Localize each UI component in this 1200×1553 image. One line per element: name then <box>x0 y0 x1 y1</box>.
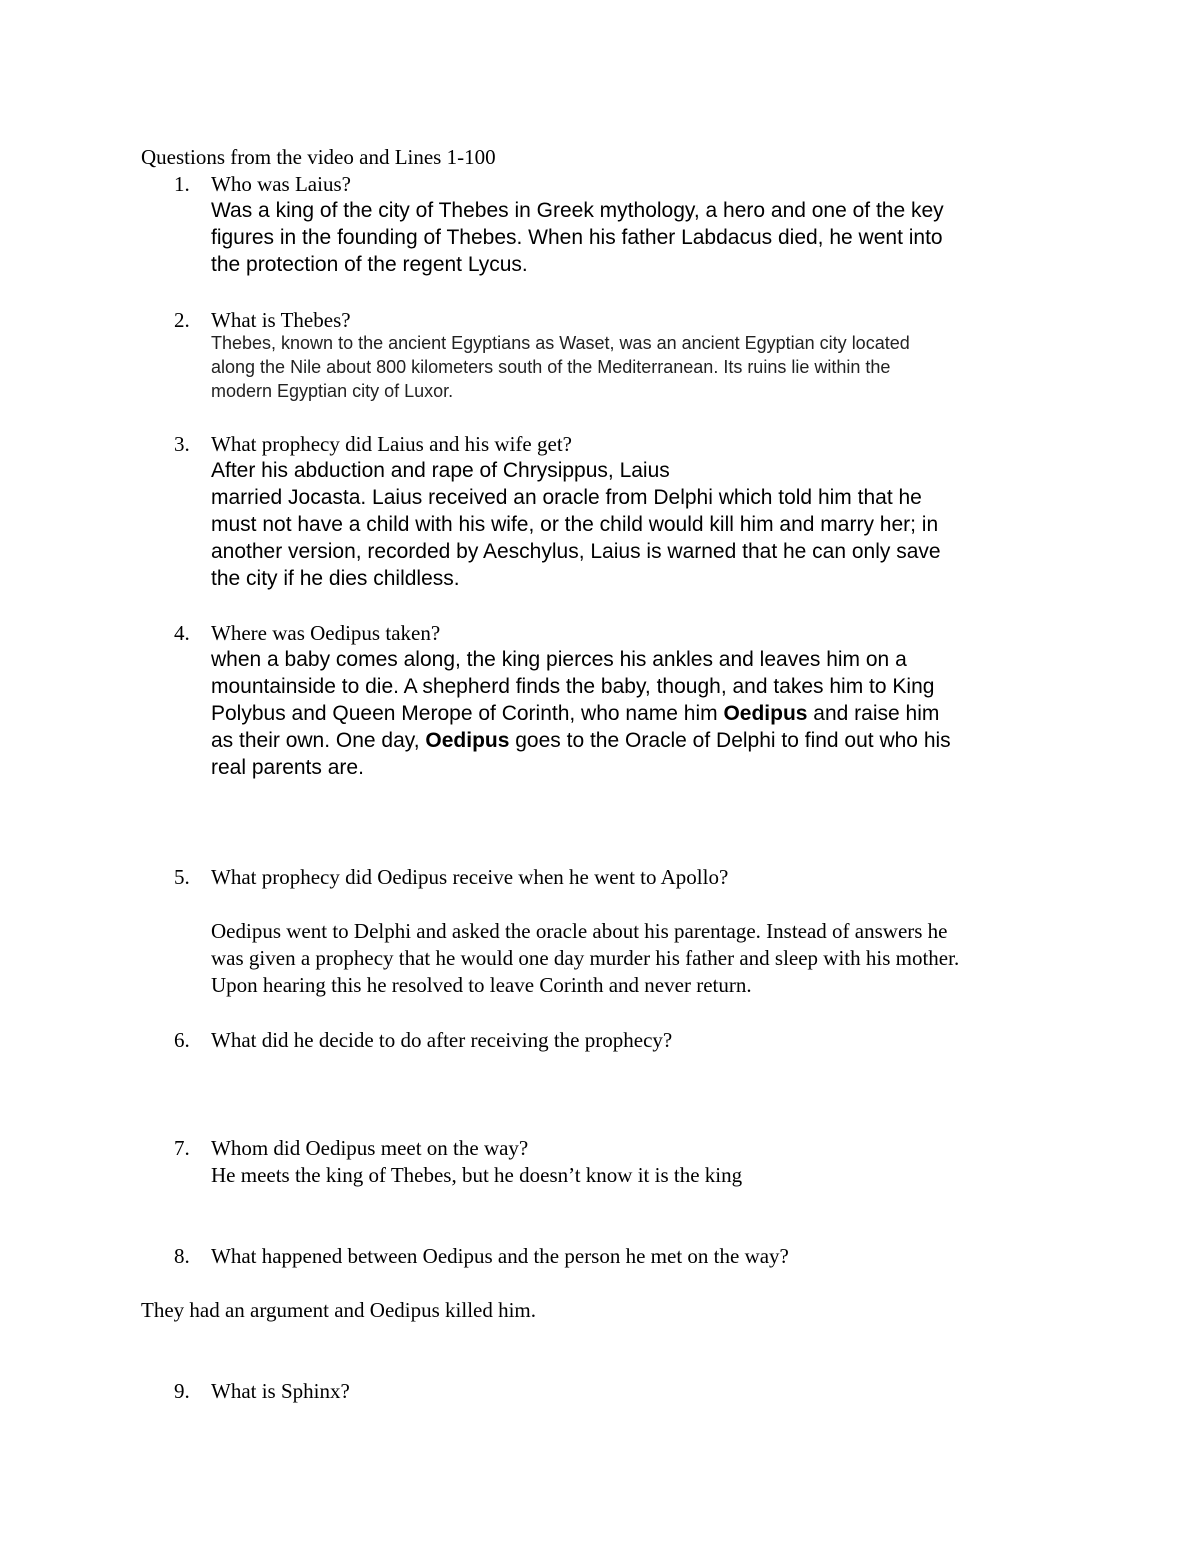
q3-answer-line: must not have a child with his wife, or the child would kill him and marry her; in <box>211 513 939 536</box>
q1-answer-line: figures in the founding of Thebes. When his father Labdacus died, he went into <box>211 226 943 249</box>
q7-question: Whom did Oedipus meet on the way? <box>211 1136 529 1160</box>
q5-number: 5. <box>174 865 190 889</box>
q7-number: 7. <box>174 1136 190 1160</box>
q3-answer-line: another version, recorded by Aeschylus, Laius is warned that he can only save <box>211 540 941 563</box>
q2-answer-line: Thebes, known to the ancient Egyptians as Waset, was an ancient Egyptian city located <box>211 333 910 353</box>
q8-number: 8. <box>174 1244 190 1268</box>
q1-number: 1. <box>174 172 190 196</box>
q3-answer-line: the city if he dies childless. <box>211 567 460 590</box>
q5-answer-line: Oedipus went to Delphi and asked the oracle about his parentage. Instead of answers he <box>211 919 948 943</box>
q5-question: What prophecy did Oedipus receive when he went to Apollo? <box>211 865 729 889</box>
q4-answer-text: Polybus and Queen Merope of Corinth, who name him <box>211 702 724 725</box>
q1-answer-line: the protection of the regent Lycus. <box>211 253 528 276</box>
q3-answer-line: After his abduction and rape of Chrysippus, Laius <box>211 459 670 482</box>
q4-answer-line <box>211 702 939 726</box>
q4-answer-bold-oedipus: Oedipus <box>425 729 510 752</box>
q3-answer-line: married Jocasta. Laius received an oracle from Delphi which told him that he <box>211 486 922 509</box>
q6-number: 6. <box>174 1028 190 1052</box>
q4-answer-text: as their own. One day, <box>211 729 426 752</box>
q9-question: What is Sphinx? <box>211 1379 350 1403</box>
q4-answer-line <box>211 729 951 753</box>
q7-answer: He meets the king of Thebes, but he doesn’t know it is the king <box>211 1163 743 1187</box>
q4-answer-bold-oedipus: Oedipus <box>723 702 808 725</box>
q2-answer-line: along the Nile about 800 kilometers south of the Mediterranean. Its ruins lie within the <box>211 357 891 377</box>
q4-number: 4. <box>174 621 190 645</box>
q1-question: Who was Laius? <box>211 172 351 196</box>
document-heading: Questions from the video and Lines 1-100 <box>141 145 496 169</box>
q4-answer-line: mountainside to die. A shepherd finds the baby, though, and takes him to King <box>211 675 935 698</box>
q4-answer-line: when a baby comes along, the king pierces his ankles and leaves him on a <box>211 648 907 671</box>
q2-question: What is Thebes? <box>211 308 351 332</box>
q8-question: What happened between Oedipus and the person he met on the way? <box>211 1244 789 1268</box>
q4-answer-text: and raise him <box>807 702 940 725</box>
q3-number: 3. <box>174 432 190 456</box>
q3-question: What prophecy did Laius and his wife get? <box>211 432 572 456</box>
q1-answer-line: Was a king of the city of Thebes in Greek mythology, a hero and one of the key <box>211 199 944 222</box>
q2-answer-line: modern Egyptian city of Luxor. <box>211 381 454 401</box>
q2-number: 2. <box>174 308 190 332</box>
q6-question: What did he decide to do after receiving the prophecy? <box>211 1028 673 1052</box>
q4-answer-line: real parents are. <box>211 756 364 779</box>
q5-answer-line: was given a prophecy that he would one day murder his father and sleep with his mother. <box>211 946 960 970</box>
q8-answer: They had an argument and Oedipus killed him. <box>141 1298 537 1322</box>
q5-answer-line: Upon hearing this he resolved to leave Corinth and never return. <box>211 973 752 997</box>
q9-number: 9. <box>174 1379 190 1403</box>
q4-answer-text: goes to the Oracle of Delphi to find out who his <box>509 729 951 752</box>
q4-question: Where was Oedipus taken? <box>211 621 441 645</box>
